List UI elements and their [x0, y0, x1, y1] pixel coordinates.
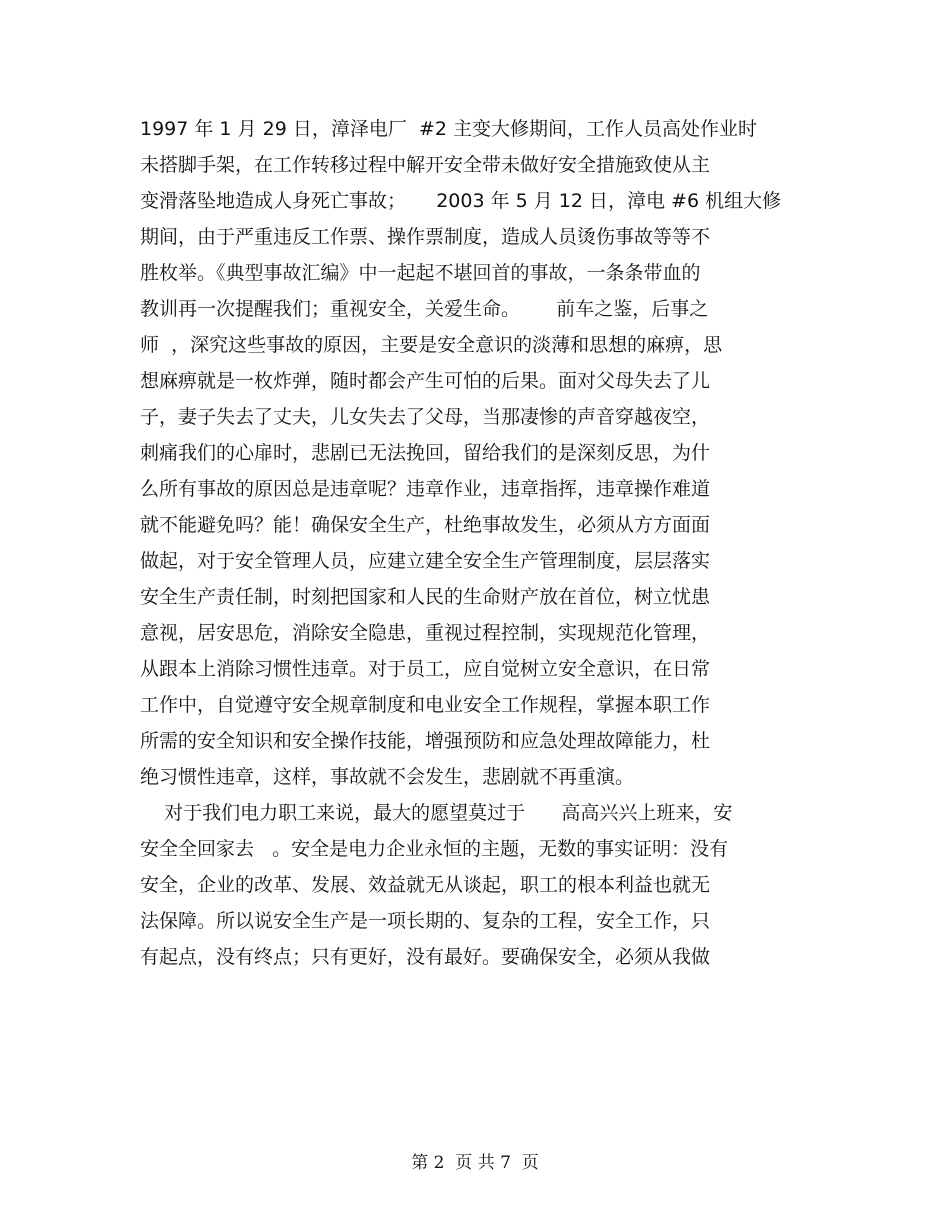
text-line: 未搭脚手架，在工作转移过程中解开安全带未做好安全措施致使从主: [140, 154, 711, 176]
text-line: 做起，对于安全管理人员，应建立建全安全生产管理制度，层层落实: [140, 550, 711, 572]
text-line: 就不能避免吗？能！确保安全生产，杜绝事故发生，必须从方方面面: [140, 514, 711, 536]
text-line: 刺痛我们的心扉时，悲剧已无法挽回，留给我们的是深刻反思，为什: [140, 442, 711, 464]
text-line: 师 ，深究这些事故的原因，主要是安全意识的淡薄和思想的麻痹，思: [140, 334, 723, 356]
text-line: 工作中，自觉遵守安全规章制度和电业安全工作规程，掌握本职工作: [140, 694, 711, 716]
text-line: 期间，由于严重违反工作票、操作票制度，造成人员烫伤事故等等不: [140, 226, 711, 248]
text-line: 想麻痹就是一枚炸弹，随时都会产生可怕的后果。面对父母失去了儿: [140, 370, 711, 392]
text-line: 绝习惯性违章，这样，事故就不会发生，悲剧就不再重演。: [140, 766, 635, 788]
text-line: 安全，企业的改革、发展、效益就无从谈起，职工的根本利益也就无: [140, 874, 711, 896]
text-line: 胜枚举。《典型事故汇编》中一起起不堪回首的事故，一条条带血的: [140, 262, 701, 284]
text-line: 从跟本上消除习惯性违章。对于员工，应自觉树立安全意识，在日常: [140, 658, 711, 680]
text-line: 安全全回家去 。安全是电力企业永恒的主题，无数的事实证明：没有: [140, 838, 729, 860]
text-line: 有起点，没有终点；只有更好，没有最好。要确保安全，必须从我做: [140, 946, 711, 968]
text-line: 子，妻子失去了丈夫，儿女失去了父母，当那凄惨的声音穿越夜空，: [140, 406, 711, 428]
text-line: 所需的安全知识和安全操作技能，增强预防和应急处理故障能力，杜: [140, 730, 711, 752]
text-line: 法保障。所以说安全生产是一项长期的、复杂的工程，安全工作，只: [140, 910, 711, 932]
text-line: 变滑落坠地造成人身死亡事故； 2003 年 5 月 12 日，漳电 #6 机组大修: [140, 190, 782, 212]
text-line: 1997 年 1 月 29 日，漳泽电厂 #2 主变大修期间，工作人员高处作业时: [140, 118, 757, 140]
page-number-footer: 第 2 页 共 7 页: [411, 1153, 539, 1173]
text-line: 意视，居安思危，消除安全隐患，重视过程控制，实现规范化管理，: [140, 622, 711, 644]
text-line: 教训再一次提醒我们；重视安全，关爱生命。 前车之鉴，后事之: [140, 298, 709, 320]
text-line: 安全生产责任制，时刻把国家和人民的生命财产放在首位，树立忧患: [140, 586, 711, 608]
text-line: 么所有事故的原因总是违章呢？违章作业，违章指挥，违章操作难道: [140, 478, 711, 500]
body-text: [140, 111, 820, 975]
text-line: 对于我们电力职工来说，最大的愿望莫过于 高高兴兴上班来，安: [140, 802, 733, 824]
